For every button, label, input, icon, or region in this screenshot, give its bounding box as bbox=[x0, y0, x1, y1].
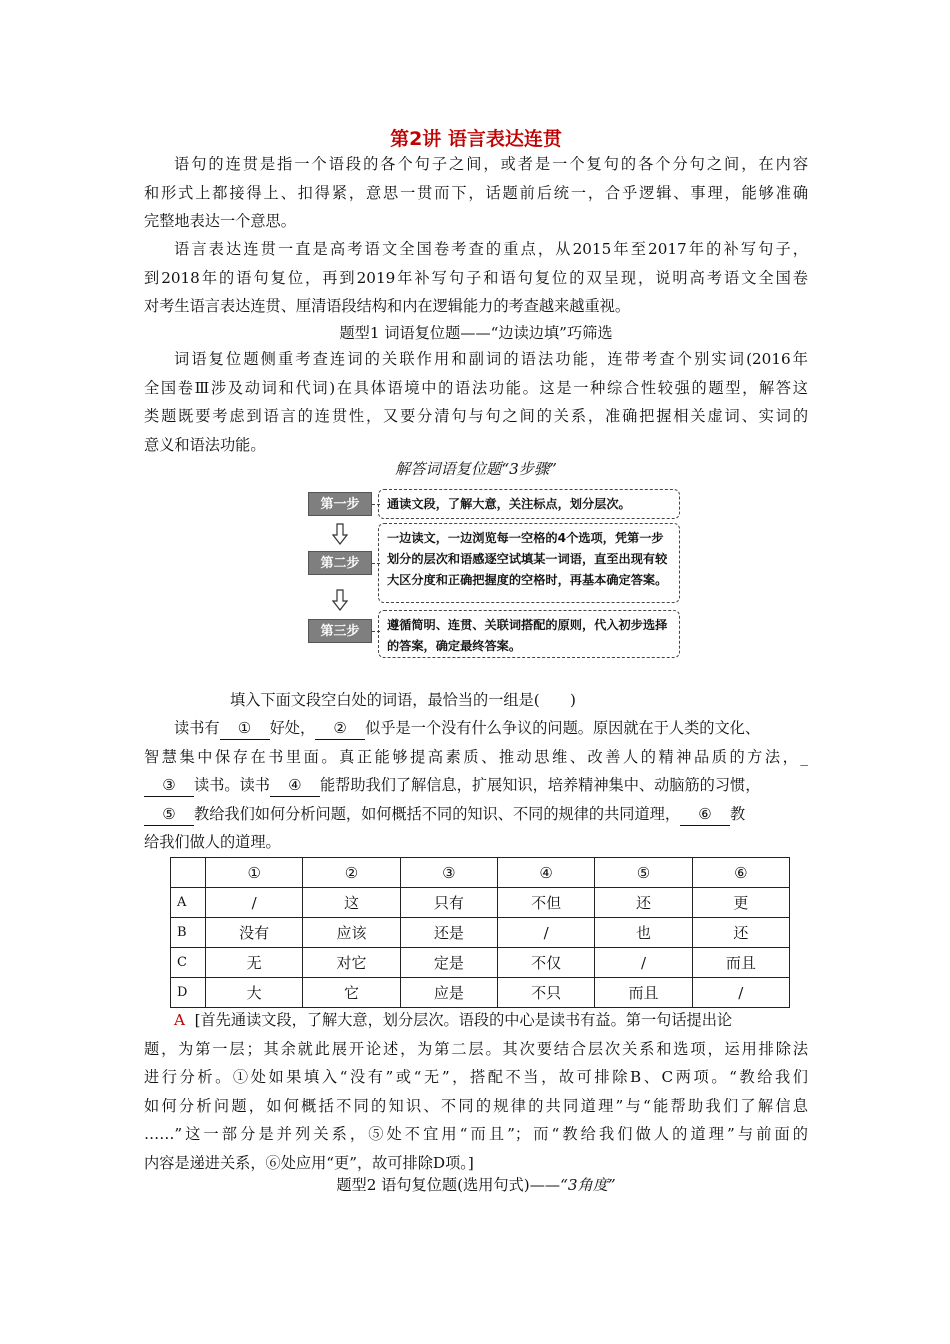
table-cell: / bbox=[497, 918, 594, 948]
table-cell: 而且 bbox=[692, 948, 789, 978]
table-row bbox=[171, 918, 790, 948]
text-line bbox=[144, 771, 808, 800]
table-cell: B bbox=[171, 918, 206, 948]
text-span: 读书有 bbox=[174, 719, 220, 737]
table-cell: / bbox=[692, 978, 789, 1008]
text-line: 内容是递进关系，⑥处应用“更”，故可排除D项。] bbox=[144, 1153, 474, 1172]
table-cell: 应是 bbox=[400, 978, 497, 1008]
text-line: 进行分析。①处如果填入“没有”或“无”，搭配不当，故可排除B、C两项。“教给我们 bbox=[144, 1068, 808, 1086]
table-cell: 更 bbox=[692, 888, 789, 918]
answer-explanation bbox=[144, 1006, 808, 1177]
options-table bbox=[170, 857, 790, 1008]
text-line: ……”这一部分是并列关系，⑤处不宜用“而且”；而“教给我们做人的道理”与前面的 bbox=[144, 1125, 808, 1143]
text-span: “3角度” bbox=[560, 1176, 616, 1194]
table-cell: 也 bbox=[595, 918, 692, 948]
blank-6: ⑥ bbox=[680, 803, 730, 826]
text-line bbox=[144, 1006, 808, 1035]
text-line: 词语复位题侧重考查连词的关联作用和副词的语法功能，连带考查个别实词(2016年 bbox=[174, 350, 808, 368]
table-cell: 应该 bbox=[303, 918, 400, 948]
down-arrow-icon bbox=[332, 589, 348, 611]
table-cell: 大 bbox=[206, 978, 303, 1008]
text-line: 对考生语言表达连贯、厘清语段结构和内在逻辑能力的考查越来越重视。 bbox=[144, 297, 630, 315]
table-cell: 没有 bbox=[206, 918, 303, 948]
text-span: 能帮助我们了解信息，扩展知识，培养精神集中、动脑筋的习惯， bbox=[319, 776, 761, 794]
table-cell: 还 bbox=[595, 888, 692, 918]
table-cell: ⑤ bbox=[595, 858, 692, 888]
intro-paragraph-2 bbox=[144, 235, 808, 321]
text-span: 教 bbox=[730, 804, 746, 823]
intro-paragraph-1 bbox=[144, 150, 808, 236]
step-2-label: 第二步 bbox=[308, 551, 372, 575]
table-cell: 还 bbox=[692, 918, 789, 948]
text-line: 完整地表达一个意思。 bbox=[144, 212, 296, 230]
table-cell: D bbox=[171, 978, 206, 1008]
blank-4: ④ bbox=[270, 774, 320, 797]
section2-heading bbox=[144, 1174, 808, 1195]
table-cell: A bbox=[171, 888, 206, 918]
text-span: 好处， bbox=[269, 719, 316, 737]
table-cell: ④ bbox=[497, 858, 594, 888]
text-line: 给我们做人的道理。 bbox=[144, 833, 281, 851]
text-line: 题，为第一层；其余就此展开论述，为第二层。其次要结合层次关系和选项，运用排除法 bbox=[144, 1039, 808, 1058]
table-cell: ③ bbox=[400, 858, 497, 888]
blank-5: ⑤ bbox=[144, 803, 194, 826]
text-line: 如何分析问题，如何概括不同的知识、不同的规律的共同道理”与“能帮助我们了解信息 bbox=[144, 1096, 808, 1115]
blank-3: ③ bbox=[144, 774, 194, 797]
text-line: 语句的连贯是指一个语段的各个句子之间，或者是一个复句的各个分句之间，在内容 bbox=[174, 155, 808, 173]
table-cell: 只有 bbox=[400, 888, 497, 918]
table-cell: 它 bbox=[303, 978, 400, 1008]
table-cell: 不仅 bbox=[497, 948, 594, 978]
text-line: 到2018年的语句复位，再到2019年补写句子和语句复位的双呈现，说明高考语文全国卷 bbox=[144, 268, 808, 287]
text-line: 类题既要考虑到语言的连贯性，又要分清句与句之间的关系，准确把握相关虚词、实词的 bbox=[144, 407, 808, 425]
table-cell: 不但 bbox=[497, 888, 594, 918]
table-cell: C bbox=[171, 948, 206, 978]
table-row bbox=[171, 978, 790, 1008]
table-cell: 而且 bbox=[595, 978, 692, 1008]
table-cell: 无 bbox=[206, 948, 303, 978]
table-cell: 还是 bbox=[400, 918, 497, 948]
text-line: 和形式上都接得上、扣得紧，意思一贯而下，话题前后统一，合乎逻辑、事理，能够准确 bbox=[144, 183, 808, 202]
text-span: 读书。读书 bbox=[194, 776, 270, 794]
table-cell: / bbox=[595, 948, 692, 978]
blank-1: ① bbox=[220, 717, 270, 740]
text-line: 意义和语法功能。 bbox=[144, 435, 266, 454]
table-cell: / bbox=[206, 888, 303, 918]
table-cell: ① bbox=[206, 858, 303, 888]
text-span: 教给我们如何分析问题，如何概括不同的知识、不同的规律的共同道理， bbox=[194, 804, 680, 823]
question-passage bbox=[144, 714, 808, 857]
step-3-box: 遵循简明、连贯、关联词搭配的原则，代入初步选择的答案，确定最终答案。 bbox=[378, 610, 680, 658]
step-2-box: 一边读文，一边浏览每一空格的4个选项，凭第一步划分的层次和语感逐空试填某一词语，直至出现有较大区分度和正确把握度的空格时，再基本确定答案。 bbox=[378, 523, 680, 603]
table-row bbox=[171, 948, 790, 978]
blank-2: ② bbox=[315, 717, 365, 740]
table-cell: ② bbox=[303, 858, 400, 888]
table-cell: 对它 bbox=[303, 948, 400, 978]
text-span: 似乎是一个没有什么争议的问题。原因就在于人类的文化、 bbox=[365, 719, 760, 737]
text-line: 语言表达连贯一直是高考语文全国卷考查的重点，从2015年至2017年的补写句子， bbox=[174, 240, 808, 258]
step-3-label: 第三步 bbox=[308, 619, 372, 643]
text-line: 全国卷Ⅲ涉及动词和代词)在具体语境中的语法功能。这是一种综合性较强的题型，解答这 bbox=[144, 378, 808, 397]
lecture-title: 第2讲 语言表达连贯 bbox=[390, 128, 562, 150]
question-prompt bbox=[144, 686, 808, 715]
text-line: 智慧集中保存在书里面。真正能够提高素质、推动思维、改善人的精神品质的方法，_ bbox=[144, 747, 808, 766]
down-arrow-icon bbox=[332, 523, 348, 545]
table-cell: 定是 bbox=[400, 948, 497, 978]
text-line bbox=[144, 714, 808, 743]
answer-letter: A bbox=[174, 1011, 185, 1029]
step-1-label: 第一步 bbox=[308, 492, 372, 516]
table-cell: ⑥ bbox=[692, 858, 789, 888]
table-row bbox=[171, 888, 790, 918]
table-cell bbox=[171, 858, 206, 888]
table-cell: 这 bbox=[303, 888, 400, 918]
step-1-box: 通读文段，了解大意，关注标点，划分层次。 bbox=[378, 489, 680, 519]
table-cell: 不只 bbox=[497, 978, 594, 1008]
text-span: 题型2 语句复位题(选用句式)—— bbox=[336, 1176, 561, 1194]
section1-heading: 题型1 词语复位题——“边读边填”巧筛选 bbox=[339, 324, 613, 342]
text-span: [首先通读文段，了解大意，划分层次。语段的中心是读书有益。第一句话提出论 bbox=[194, 1011, 733, 1029]
section1-paragraph bbox=[144, 345, 808, 459]
steps-title: 解答词语复位题“3步骤” bbox=[395, 460, 557, 478]
table-header-row bbox=[171, 858, 790, 888]
text-line: 填入下面文段空白处的词语，最恰当的一组是( ) bbox=[230, 691, 576, 709]
text-line bbox=[144, 800, 808, 829]
steps-diagram bbox=[308, 487, 824, 662]
